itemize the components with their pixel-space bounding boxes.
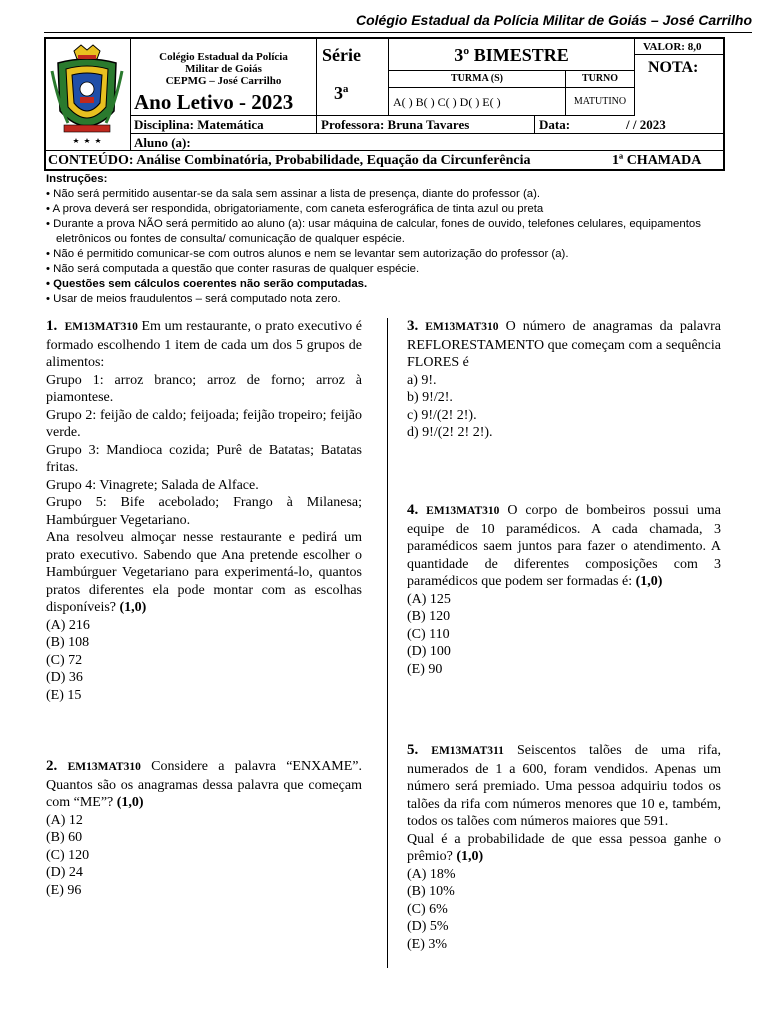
school-name-line1: Colégio Estadual da Polícia: [159, 51, 288, 63]
instruction-item: • Não será computada a questão que conter rasuras de qualquer espécie.: [46, 262, 726, 277]
food-group: Grupo 5: Bife acebolado; Frango à Milanesa; Hambúrguer Vegetariano.: [46, 495, 362, 528]
data-label: Data:: [539, 117, 571, 132]
table-border-top: [44, 37, 725, 39]
instruction-item: • A prova deverá ser respondida, obrigatoriamente, com caneta esferográfica de tinta azul ou preta: [46, 202, 726, 217]
turmas-checkboxes[interactable]: A( ) B( ) C( ) D( ) E( ): [393, 95, 501, 109]
answer-option[interactable]: (B) 60: [46, 830, 83, 845]
answer-option[interactable]: (C) 120: [46, 847, 90, 863]
answer-option[interactable]: (D) 36: [46, 670, 83, 685]
serie-label: Série: [322, 45, 361, 65]
instruction-item: • Não será permitido ausentar-se da sala sem assinar a lista de presença, diante do professor (a).: [46, 187, 726, 202]
turno-label: TURNO: [581, 73, 619, 84]
question-text: Considere a palavra “ENXAME”. Quantos são os anagramas dessa palavra que começam com “ME”?: [46, 759, 363, 810]
question-2: [46, 758, 362, 899]
turma-label: TURMA (S): [451, 73, 503, 84]
question-5: [407, 742, 721, 953]
answer-option[interactable]: (E) 96: [46, 882, 82, 898]
question-number: 5.: [407, 742, 419, 758]
answer-option[interactable]: a) 9!.: [407, 372, 437, 388]
school-crest-logo: [48, 41, 126, 147]
answer-option[interactable]: (C) 72: [46, 652, 83, 668]
answer-option[interactable]: (A) 12: [46, 812, 83, 828]
serie-value: 3ª: [334, 83, 349, 103]
header-banner: Colégio Estadual da Polícia Militar de Goiás – José Carrilho: [356, 12, 752, 28]
question-number: 3.: [407, 318, 419, 334]
answer-option[interactable]: (B) 108: [46, 635, 90, 650]
answer-option[interactable]: b) 9!/2!.: [407, 390, 453, 405]
question-code: EM13MAT310: [426, 505, 500, 517]
answer-option[interactable]: (D) 100: [407, 644, 451, 659]
question-text: O número de anagramas da palavra REFLORESTAMENTO que começam com a sequência FLORES é: [407, 319, 722, 370]
school-name-line3: CEPMG – José Carrilho: [165, 75, 282, 87]
question-number: 2.: [46, 758, 58, 774]
nota-label: NOTA:: [648, 59, 699, 76]
school-name-line2: Militar de Goiás: [185, 63, 262, 75]
answer-option[interactable]: (E) 15: [46, 687, 82, 703]
instruction-item: • Questões sem cálculos coerentes não serão computadas.: [46, 277, 726, 292]
question-number: 1.: [46, 318, 58, 334]
food-group: Grupo 4: Vinagrete; Salada de Alface.: [46, 477, 259, 493]
answer-option[interactable]: (A) 125: [407, 591, 451, 607]
answer-option[interactable]: (B) 120: [407, 609, 451, 624]
valor: VALOR: 8,0: [643, 41, 702, 53]
chamada: 1ª CHAMADA: [612, 153, 702, 168]
question-points: (1,0): [116, 795, 144, 810]
answer-option[interactable]: c) 9!/(2! 2!).: [407, 407, 477, 423]
question-text: Seiscentos talões de uma rifa, numerados de 1 a 600, foram vendidos. Apenas um número será premiado. Uma pessoa adquiriu todos os talões da rifa com números menores que 10 e, também, todos os talões com números maiores que 591.: [407, 743, 722, 829]
answer-option[interactable]: (C) 110: [407, 626, 450, 642]
question-3: [407, 318, 721, 442]
ano-letivo: Ano Letivo - 2023: [134, 90, 294, 114]
question-code: EM13MAT310: [425, 321, 499, 333]
food-group: Grupo 1: arroz branco; arroz de forno; arroz à piamontese.: [46, 372, 362, 405]
question-code: EM13MAT310: [64, 321, 138, 333]
professora: Professora: Bruna Tavares: [321, 117, 470, 132]
answer-option[interactable]: (A) 18%: [407, 866, 456, 882]
question-points: (1,0): [119, 600, 147, 615]
data-field[interactable]: / / 2023: [626, 117, 666, 132]
question-intro: Em um restaurante, o prato executivo é formado escolhendo 1 item de cada um dos 5 grupos de alimentos:: [46, 319, 363, 370]
food-group: Grupo 2: feijão de caldo; feijoada; feijão tropeiro; feijão verde.: [46, 407, 362, 440]
question-points: (1,0): [635, 574, 663, 589]
question-1: [46, 318, 362, 704]
instructions: [46, 172, 726, 307]
school-name: [131, 51, 316, 87]
answer-option[interactable]: d) 9!/(2! 2! 2!).: [407, 425, 493, 440]
column-divider: [387, 318, 388, 968]
question-text: O corpo de bombeiros possui uma equipe de 10 paramédicos. A cada chamada, 3 paramédicos saem juntos para fazer o atendimento. A quantidade de diferentes composições com 3 paramédicos que podem ser formadas é:: [407, 503, 722, 589]
answer-option[interactable]: (A) 216: [46, 617, 90, 633]
question-points: (1,0): [456, 849, 484, 864]
answer-option[interactable]: (D) 24: [46, 865, 83, 880]
answer-option[interactable]: (C) 6%: [407, 901, 448, 917]
answer-option[interactable]: (E) 90: [407, 661, 443, 677]
answer-option[interactable]: (B) 10%: [407, 884, 455, 899]
instruction-item: • Durante a prova NÃO será permitido ao aluno (a): usar máquina de calcular, fones de ouvido, telefones celulares, equipamentos eletrônicos ou fontes de consulta/ comunicação de qualquer espécie.: [46, 217, 726, 247]
question-prompt: Qual é a probabilidade de que essa pessoa ganhe o prêmio?: [407, 831, 721, 864]
instruction-item: • Usar de meios fraudulentos – será computado nota zero.: [46, 292, 726, 307]
answer-option[interactable]: (D) 5%: [407, 919, 449, 934]
aluno-field[interactable]: Aluno (a):: [134, 135, 191, 150]
answer-option[interactable]: (E) 3%: [407, 936, 448, 952]
banner-rule: [44, 32, 752, 33]
instruction-item: • Não é permitido comunicar-se com outros alunos e nem se levantar sem autorização do professor (a).: [46, 247, 726, 262]
question-4: [407, 502, 721, 678]
question-number: 4.: [407, 502, 419, 518]
instructions-title: Instruções:: [46, 173, 108, 185]
food-group: Grupo 3: Mandioca cozida; Purê de Batatas; Batatas fritas.: [46, 442, 362, 475]
conteudo: CONTEÚDO: Análise Combinatória, Probabilidade, Equação da Circunferência: [48, 153, 531, 168]
disciplina: Disciplina: Matemática: [134, 117, 264, 132]
table-border-bottom: [44, 169, 725, 171]
question-code: EM13MAT310: [67, 761, 141, 773]
question-text: Ana resolveu almoçar nesse restaurante e pedirá um prato executivo. Sabendo que Ana pretende escolher o Hambúrguer Vegetariano para experimentá-lo, quantos pratos diferentes ela pode montar com as escolhas disponíveis?: [46, 530, 362, 615]
turno-value: MATUTINO: [573, 96, 627, 107]
question-code: EM13MAT311: [431, 745, 504, 757]
bimestre: 3º BIMESTRE: [454, 45, 569, 65]
